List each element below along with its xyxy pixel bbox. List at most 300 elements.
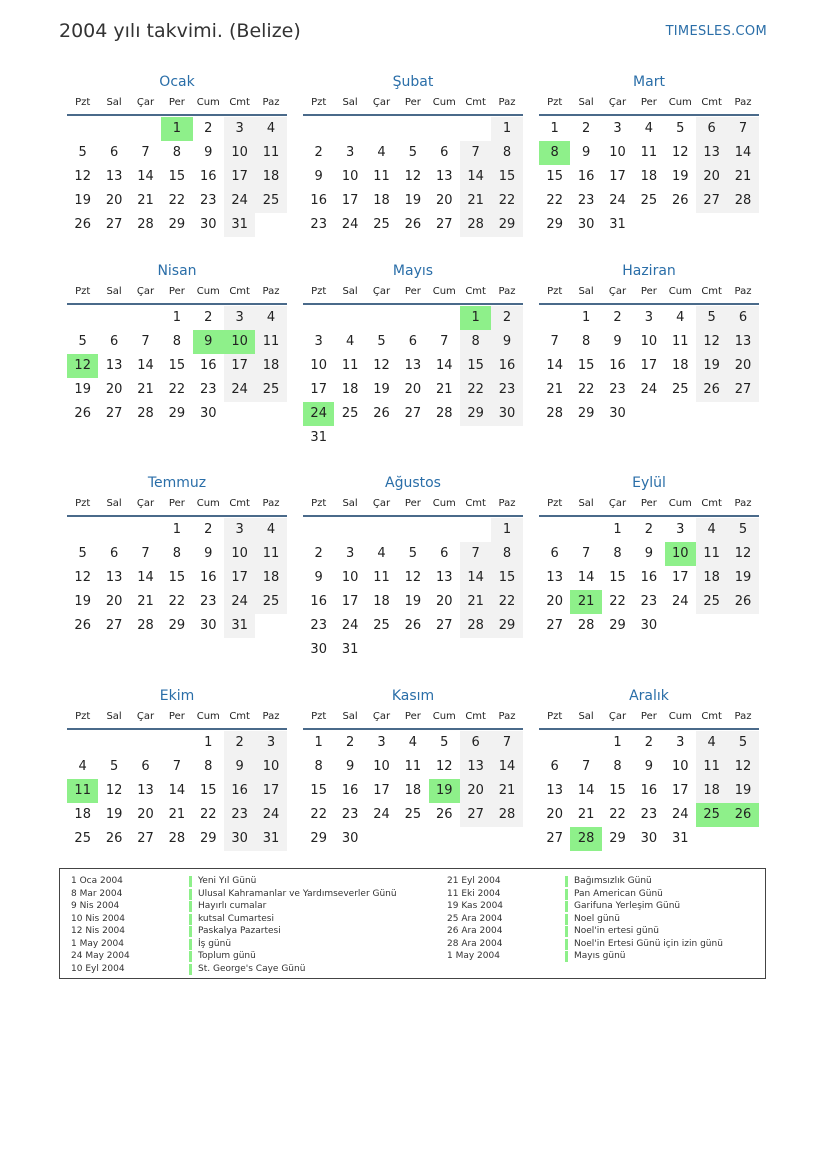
holiday-day-cell: 10 [224,330,255,354]
day-cell: 1 [613,735,622,750]
holiday-day-cell: 10 [665,542,696,566]
days-grid [303,306,523,450]
weekday-header [539,497,759,517]
holiday-date: 26 Ara 2004 [447,926,503,936]
holiday-name: Yeni Yıl Günü [189,876,256,887]
day-cell: 15 [460,354,491,378]
day-cell: 15 [168,169,186,184]
day-cell: 3 [255,731,286,755]
day-cell: 12 [727,755,758,779]
weekday-header [303,285,523,305]
holiday-day-cell: 1 [161,117,192,141]
month-block [539,687,759,851]
day-cell: 27 [137,831,154,846]
weekday-label: Cmt [701,711,722,722]
day-cell: 6 [109,334,119,349]
empty-cell [334,117,365,141]
month-block [303,262,523,450]
day-cell: 1 [172,522,181,537]
day-cell: 19 [373,382,390,397]
day-cell: 30 [640,831,658,846]
empty-cell [303,306,334,330]
day-cell: 24 [224,378,255,402]
day-cell: 3 [224,117,255,141]
weekday-header [303,96,523,116]
days-grid [539,306,759,426]
weekday-label: Per [640,498,657,509]
day-cell: 10 [640,334,658,349]
day-cell: 8 [491,141,522,165]
holiday-day-cell: 19 [429,779,460,803]
day-cell: 26 [404,618,422,633]
day-cell: 7 [581,546,591,561]
day-cell: 26 [404,217,422,232]
holiday-name: Noel'in Ertesi Günü için izin günü [565,939,723,950]
day-cell: 29 [546,217,563,232]
day-cell: 29 [168,406,186,421]
day-cell: 9 [314,570,323,585]
holiday-date: 24 May 2004 [71,951,130,961]
day-cell: 28 [137,406,154,421]
day-cell: 24 [224,189,255,213]
day-cell: 27 [404,406,422,421]
empty-cell [161,731,192,755]
day-cell: 5 [109,759,119,774]
day-cell: 29 [491,614,522,638]
weekday-label: Pzt [547,286,563,297]
holiday-date: 12 Nis 2004 [71,926,125,936]
day-cell: 12 [74,169,91,184]
day-cell: 29 [491,213,522,237]
weekday-label: Çar [372,498,391,509]
day-cell: 24 [671,594,689,609]
holiday-name: İş günü [189,939,231,950]
holiday-date: 28 Ara 2004 [447,938,503,949]
day-cell: 25 [74,831,91,846]
weekday-label: Çar [372,286,391,297]
day-cell: 28 [546,406,563,421]
weekday-header [67,497,287,517]
weekday-label: Sal [578,286,594,297]
day-cell: 31 [671,831,689,846]
holiday-name: Hayırlı cumalar [189,901,266,912]
weekday-label: Per [404,498,421,509]
day-cell: 6 [550,546,559,561]
day-cell: 17 [341,193,359,208]
day-cell: 7 [550,334,559,349]
day-cell: 14 [491,755,522,779]
day-cell: 2 [644,735,653,750]
day-cell: 7 [440,334,449,349]
day-cell: 11 [404,759,422,774]
day-cell: 2 [613,310,622,325]
holiday-date: 21 Eyl 2004 [447,876,501,886]
day-cell: 13 [435,169,453,184]
day-cell: 22 [491,189,522,213]
empty-cell [334,306,365,330]
day-cell: 16 [609,358,626,373]
day-cell: 20 [435,193,453,208]
weekday-label: Çar [372,711,391,722]
day-cell: 21 [727,165,758,189]
day-cell: 3 [345,546,355,561]
day-cell: 4 [78,759,87,774]
day-cell: 23 [199,382,217,397]
day-cell: 28 [577,618,595,633]
brand-logo-text[interactable]: TIMESLES.COM [665,24,767,39]
day-cell: 5 [676,121,685,136]
day-cell: 28 [137,217,154,232]
weekday-label: Cmt [465,711,486,722]
weekday-label: Çar [136,286,155,297]
day-cell: 7 [491,731,522,755]
day-cell: 8 [204,759,213,774]
day-cell: 9 [581,145,591,160]
day-cell: 13 [546,570,563,585]
empty-cell [570,731,601,755]
day-cell: 10 [224,141,255,165]
holiday-date: 25 Ara 2004 [447,913,503,924]
day-cell: 9 [204,145,213,160]
weekday-label: Cum [432,286,456,297]
empty-cell [98,117,129,141]
day-cell: 21 [460,590,491,614]
weekday-label: Çar [608,711,627,722]
day-cell: 29 [168,217,186,232]
day-cell: 1 [613,522,622,537]
day-cell: 2 [204,522,213,537]
weekday-label: Pzt [547,498,563,509]
day-cell: 5 [696,306,727,330]
weekday-label: Per [404,711,421,722]
weekday-header [539,710,759,730]
empty-cell [429,117,460,141]
day-cell: 28 [460,213,491,237]
days-grid [67,518,287,638]
empty-cell [397,117,428,141]
day-cell: 30 [199,406,217,421]
holiday-date: 8 Mar 2004 [71,888,123,899]
weekday-label: Paz [734,711,752,722]
day-cell: 16 [199,570,217,585]
page-title: 2004 yılı takvimi. (Belize) [59,20,301,42]
day-cell: 2 [581,121,591,136]
holiday-day-cell: 11 [67,779,98,803]
day-cell: 24 [224,590,255,614]
day-cell: 21 [137,594,154,609]
day-cell: 11 [696,755,727,779]
month-block [303,474,523,662]
weekday-label: Pzt [311,498,327,509]
day-cell: 20 [696,165,727,189]
weekday-label: Cmt [701,97,722,108]
weekday-label: Per [404,286,421,297]
day-cell: 9 [204,546,213,561]
day-cell: 16 [310,594,327,609]
day-cell: 11 [255,542,286,566]
day-cell: 22 [310,807,327,822]
holiday-date: 11 Eki 2004 [447,888,501,899]
weekday-label: Sal [342,97,358,108]
day-cell: 20 [727,354,758,378]
weekday-header [303,497,523,517]
holiday-day-cell: 9 [193,330,224,354]
weekday-label: Pzt [311,97,327,108]
day-cell: 27 [546,618,563,633]
day-cell: 4 [255,306,286,330]
day-cell: 17 [224,566,255,590]
empty-cell [98,731,129,755]
day-cell: 15 [199,783,217,798]
day-cell: 27 [727,378,758,402]
day-cell: 16 [341,783,359,798]
weekday-label: Cmt [229,498,250,509]
day-cell: 23 [224,803,255,827]
day-cell: 5 [408,546,417,561]
weekday-label: Çar [136,97,155,108]
day-cell: 1 [491,117,522,141]
day-cell: 26 [671,193,689,208]
day-cell: 1 [491,518,522,542]
day-cell: 16 [577,169,595,184]
weekday-label: Çar [136,711,155,722]
day-cell: 27 [435,618,453,633]
day-cell: 13 [727,330,758,354]
day-cell: 12 [105,783,123,798]
day-cell: 10 [373,759,390,774]
day-cell: 28 [460,614,491,638]
day-cell: 26 [373,406,390,421]
days-grid [539,117,759,237]
day-cell: 2 [314,546,323,561]
day-cell: 10 [255,755,286,779]
holiday-name: Paskalya Pazartesi [189,926,281,937]
day-cell: 1 [172,310,181,325]
day-cell: 4 [696,731,727,755]
day-cell: 7 [141,334,150,349]
day-cell: 14 [460,566,491,590]
day-cell: 4 [255,117,286,141]
day-cell: 9 [345,759,355,774]
weekday-label: Pzt [547,97,563,108]
day-cell: 20 [460,779,491,803]
day-cell: 6 [408,334,417,349]
day-cell: 13 [404,358,422,373]
day-cell: 20 [105,193,123,208]
day-cell: 17 [609,169,626,184]
weekday-label: Cum [668,498,692,509]
holiday-date: 1 Oca 2004 [71,876,123,886]
day-cell: 8 [613,759,622,774]
day-cell: 25 [255,590,286,614]
day-cell: 29 [609,618,626,633]
day-cell: 14 [137,169,154,184]
day-cell: 1 [581,310,591,325]
day-cell: 9 [491,330,522,354]
day-cell: 18 [373,594,390,609]
day-cell: 17 [373,783,390,798]
day-cell: 15 [577,358,595,373]
empty-cell [429,518,460,542]
holiday-name: Toplum günü [189,951,256,962]
weekday-label: Pzt [547,711,563,722]
holiday-date: 1 May 2004 [447,951,500,961]
day-cell: 4 [255,518,286,542]
days-grid [539,731,759,851]
weekday-label: Per [168,498,185,509]
day-cell: 28 [168,831,186,846]
day-cell: 11 [640,145,658,160]
day-cell: 22 [491,590,522,614]
day-cell: 27 [105,217,123,232]
empty-cell [130,518,161,542]
month-name: Ocak [159,74,195,90]
day-cell: 24 [609,193,626,208]
day-cell: 18 [255,566,286,590]
day-cell: 17 [310,382,327,397]
day-cell: 10 [341,570,359,585]
day-cell: 27 [460,803,491,827]
day-cell: 13 [435,570,453,585]
day-cell: 19 [74,594,91,609]
weekday-label: Cmt [465,286,486,297]
holiday-day-cell: 25 [696,803,727,827]
day-cell: 10 [224,542,255,566]
weekday-label: Paz [498,286,516,297]
holiday-name: Bağımsızlık Günü [565,876,652,887]
day-cell: 7 [141,546,150,561]
day-cell: 4 [696,518,727,542]
weekday-label: Paz [734,498,752,509]
day-cell: 18 [341,382,359,397]
day-cell: 21 [137,193,154,208]
empty-cell [303,518,334,542]
day-cell: 7 [727,117,758,141]
holiday-date: 9 Nis 2004 [71,901,120,911]
weekday-label: Cum [196,97,220,108]
days-grid [67,731,287,851]
weekday-label: Cmt [229,286,250,297]
day-cell: 14 [727,141,758,165]
day-cell: 19 [74,382,91,397]
month-block [539,474,759,638]
day-cell: 6 [109,145,119,160]
empty-cell [67,518,98,542]
day-cell: 17 [671,570,689,585]
day-cell: 6 [460,731,491,755]
day-cell: 1 [204,735,213,750]
holiday-date: 10 Nis 2004 [71,913,125,924]
day-cell: 5 [727,731,758,755]
empty-cell [539,731,570,755]
empty-cell [98,518,129,542]
month-name: Mayıs [392,263,434,279]
day-cell: 17 [224,165,255,189]
weekday-label: Sal [578,498,594,509]
day-cell: 23 [577,193,595,208]
day-cell: 8 [460,330,491,354]
day-cell: 23 [491,378,522,402]
day-cell: 10 [671,759,689,774]
month-name: Aralık [629,688,669,704]
day-cell: 4 [676,310,685,325]
weekday-label: Pzt [75,97,91,108]
holiday-name: Pan American Günü [565,889,663,900]
weekday-label: Paz [734,97,752,108]
empty-cell [67,117,98,141]
empty-cell [130,731,161,755]
day-cell: 4 [408,735,417,750]
weekday-label: Per [640,711,657,722]
day-cell: 14 [168,783,186,798]
weekday-label: Paz [262,286,280,297]
holiday-day-cell: 12 [67,354,98,378]
day-cell: 22 [609,807,626,822]
day-cell: 17 [255,779,286,803]
month-block [67,73,287,237]
day-cell: 13 [546,783,563,798]
day-cell: 3 [676,522,685,537]
day-cell: 21 [546,382,563,397]
day-cell: 27 [105,618,123,633]
month-block [539,262,759,426]
holiday-name: St. George's Caye Günü [189,964,305,975]
day-cell: 25 [255,189,286,213]
day-cell: 2 [204,121,213,136]
day-cell: 31 [341,642,359,657]
day-cell: 30 [577,217,595,232]
day-cell: 13 [105,570,123,585]
day-cell: 23 [341,807,359,822]
day-cell: 24 [341,618,359,633]
holiday-name: Noel günü [565,914,620,925]
day-cell: 4 [377,546,386,561]
day-cell: 20 [105,382,123,397]
month-block [539,73,759,237]
day-cell: 3 [676,735,685,750]
holiday-name: kutsal Cumartesi [189,914,274,925]
day-cell: 5 [727,518,758,542]
day-cell: 17 [640,358,658,373]
day-cell: 20 [546,594,563,609]
day-cell: 18 [255,165,286,189]
day-cell: 24 [255,803,286,827]
empty-cell [366,117,397,141]
day-cell: 30 [640,618,658,633]
day-cell: 16 [224,779,255,803]
day-cell: 27 [696,189,727,213]
day-cell: 27 [435,217,453,232]
day-cell: 25 [373,217,390,232]
day-cell: 15 [491,566,522,590]
day-cell: 31 [255,827,286,851]
weekday-label: Cmt [229,97,250,108]
weekday-label: Pzt [75,711,91,722]
day-cell: 21 [168,807,186,822]
weekday-header [67,710,287,730]
day-cell: 15 [168,570,186,585]
day-cell: 20 [105,594,123,609]
weekday-header [539,96,759,116]
day-cell: 2 [314,145,323,160]
day-cell: 14 [577,570,595,585]
day-cell: 17 [341,594,359,609]
day-cell: 1 [550,121,559,136]
day-cell: 7 [141,145,150,160]
weekday-label: Çar [608,97,627,108]
weekday-label: Çar [136,498,155,509]
day-cell: 6 [440,145,449,160]
